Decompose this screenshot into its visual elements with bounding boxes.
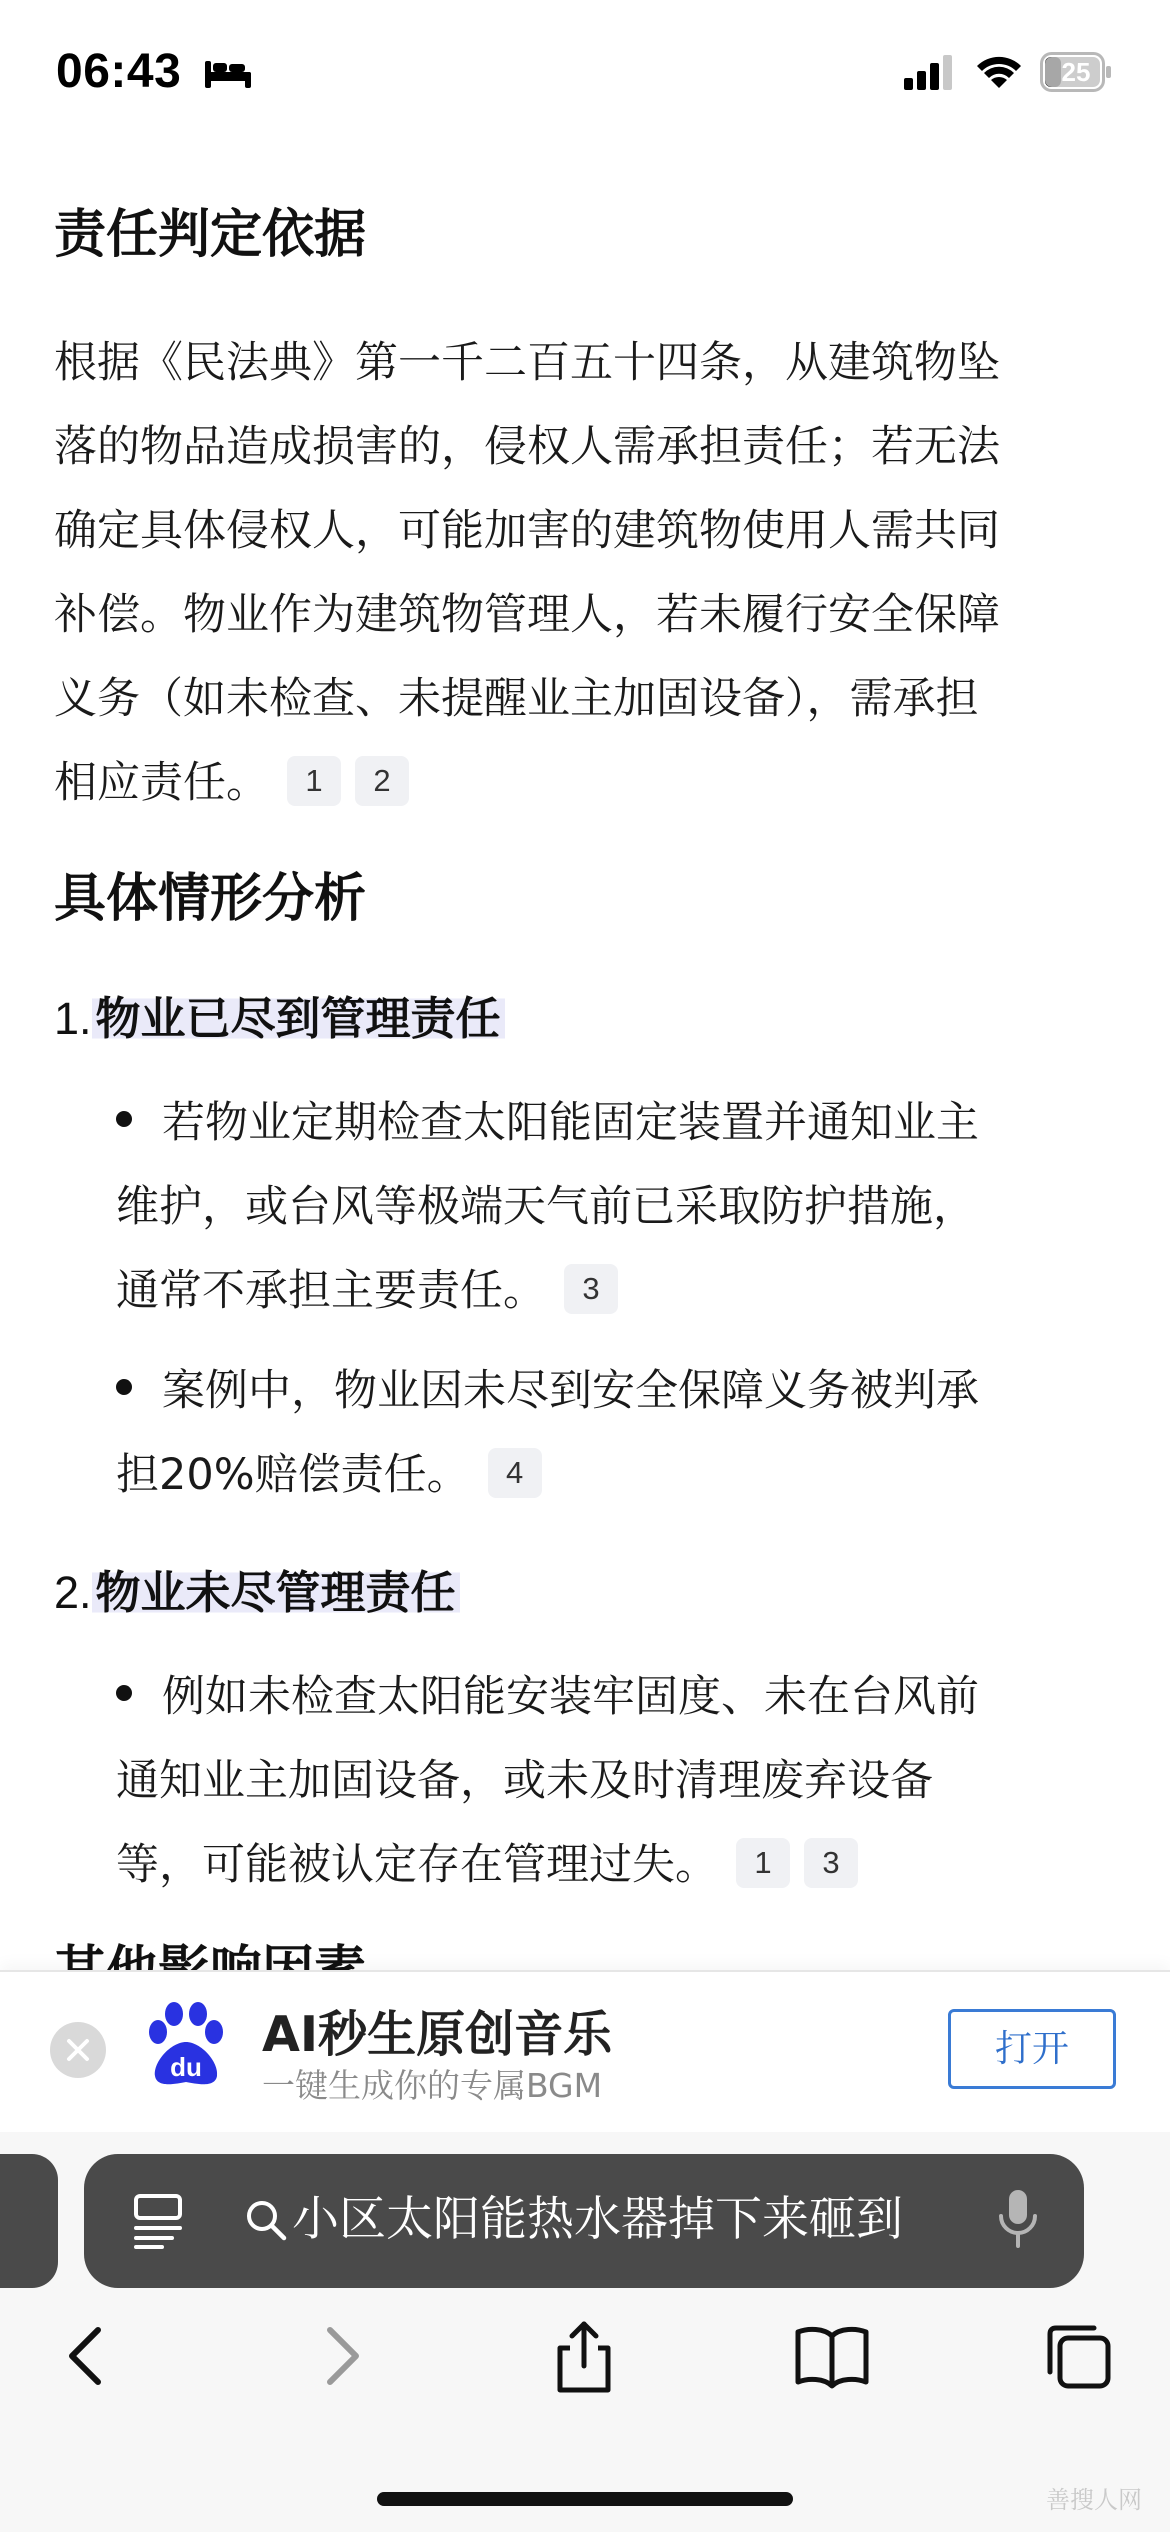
citation-badge[interactable]: 2 — [355, 756, 409, 806]
section-title-basis: 责任判定依据 — [54, 205, 367, 265]
article-content — [54, 175, 1120, 1907]
cellular-signal-icon — [904, 54, 952, 90]
list-number: 2. — [54, 1567, 92, 1618]
bullet-dot — [116, 1685, 132, 1701]
highlighted-heading: 物业已尽到管理责任 — [92, 992, 505, 1045]
paragraph-line-text: 相应责任。 — [54, 758, 269, 808]
list-item-heading — [54, 1553, 1120, 1633]
paragraph-line: 确定具体侵权人，可能加害的建筑物使用人需共同 — [54, 506, 1000, 556]
bullet-text: 若物业定期检查太阳能固定装置并通知业主 — [162, 1098, 979, 1148]
basis-paragraph — [54, 321, 1120, 825]
chevron-left-icon[interactable] — [50, 2318, 126, 2394]
bullet-dot — [116, 1111, 132, 1127]
sleep-bed-icon — [205, 58, 251, 88]
baidu-paw-logo-icon — [145, 2002, 227, 2090]
close-icon — [50, 2022, 106, 2078]
bullet-dot — [116, 1379, 132, 1395]
citation-badge[interactable]: 1 — [287, 756, 341, 806]
bullet-line — [116, 1349, 1120, 1433]
bullet-text: 等，可能被认定存在管理过失。 — [116, 1840, 718, 1890]
book-icon[interactable] — [794, 2318, 870, 2394]
list-number: 1. — [54, 993, 92, 1044]
bullet-line: 维护，或台风等极端天气前已采取防护措施， — [116, 1182, 976, 1232]
previous-tab-peek[interactable] — [0, 2154, 58, 2288]
status-bar — [0, 0, 1170, 150]
ad-close-button[interactable] — [50, 2022, 106, 2078]
microphone-icon[interactable] — [996, 2188, 1040, 2252]
paragraph-line: 义务（如未检查、未提醒业主加固设备），需承担 — [54, 674, 979, 724]
paragraph-line: 根据《民法典》第一千二百五十四条，从建筑物坠 — [54, 338, 1000, 388]
highlighted-heading: 物业未尽管理责任 — [92, 1566, 460, 1619]
bullet-text: 担20%赔偿责任。 — [116, 1450, 470, 1500]
citation-badge[interactable]: 1 — [736, 1838, 790, 1888]
chevron-right-icon[interactable] — [302, 2318, 378, 2394]
ad-open-button[interactable]: 打开 — [948, 2009, 1116, 2089]
bullet-line: 通知业主加固设备，或未及时清理废弃设备 — [116, 1756, 933, 1806]
bullet-line — [116, 1823, 1120, 1907]
section-title-analysis: 具体情形分析 — [54, 869, 367, 929]
bullet-line — [116, 1249, 1120, 1333]
bullet-text: 案例中，物业因未尽到安全保障义务被判承 — [162, 1366, 979, 1416]
battery-level: 25 — [1061, 57, 1091, 87]
reader-icon[interactable] — [132, 2192, 186, 2250]
bullet-list — [54, 1081, 1120, 1517]
tabs-icon[interactable] — [1040, 2318, 1116, 2394]
citation-badge[interactable]: 3 — [564, 1264, 618, 1314]
paragraph-line — [54, 741, 1120, 825]
status-time: 06:43 — [56, 45, 182, 98]
paragraph-line: 落的物品造成损害的，侵权人需承担责任；若无法 — [54, 422, 1000, 472]
bullet-line — [116, 1655, 1120, 1739]
bullet-line — [116, 1433, 1120, 1517]
bullet-text: 通常不承担主要责任。 — [116, 1266, 546, 1316]
citation-badge[interactable]: 3 — [804, 1838, 858, 1888]
citation-badge[interactable]: 4 — [488, 1448, 542, 1498]
share-icon[interactable] — [546, 2318, 622, 2394]
bullet-line — [116, 1081, 1120, 1165]
wifi-icon — [975, 52, 1023, 90]
paragraph-line: 补偿。物业作为建筑物管理人，若未履行安全保障 — [54, 590, 1000, 640]
logo-text: du — [170, 2052, 202, 2082]
list-item-heading — [54, 979, 1120, 1059]
home-indicator — [377, 2492, 793, 2506]
address-bar-text[interactable]: 小区太阳能热水器掉下来砸到 — [292, 2192, 903, 2247]
ad-title: AI秒生原创音乐 — [262, 2006, 613, 2063]
ad-subtitle: 一键生成你的专属BGM — [262, 2066, 603, 2105]
watermark: 善搜人网 — [1046, 2486, 1142, 2514]
section-title-peek — [54, 1928, 366, 1970]
bullet-text: 例如未检查太阳能安装牢固度、未在台风前 — [162, 1672, 979, 1722]
bullet-list — [54, 1655, 1120, 1907]
search-icon — [244, 2198, 288, 2242]
